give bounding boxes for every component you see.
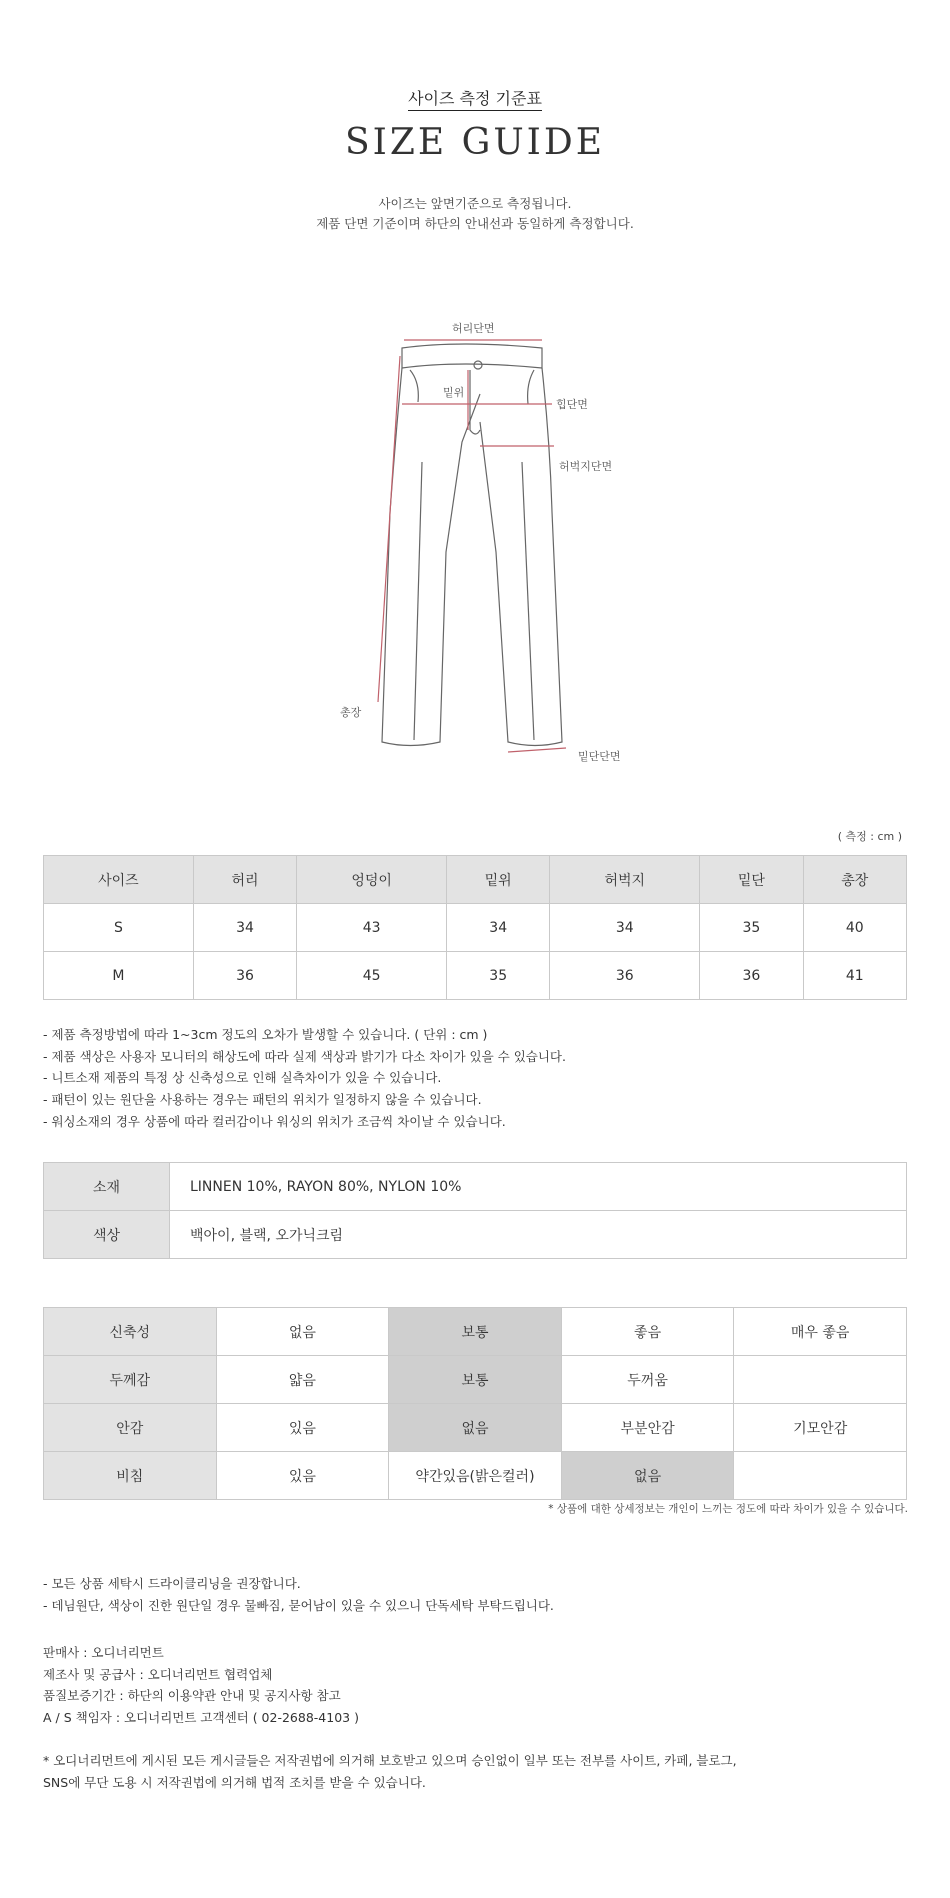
copyright-notice [43,1750,737,1793]
property-option: 좋음 [561,1308,734,1356]
property-option: 부분안감 [561,1404,734,1452]
property-option-selected: 없음 [389,1404,562,1452]
column-header: 밑단 [700,856,803,904]
table-row [44,1211,907,1259]
care-notes [43,1573,554,1616]
property-option: 약간있음(밝은컬러) [389,1452,562,1500]
table-cell: 41 [803,952,906,1000]
table-cell: 36 [550,952,700,1000]
property-row [44,1308,907,1356]
property-footnote: * 상품에 대한 상세정보는 개인이 느끼는 정도에 따라 차이가 있을 수 있습니다. [548,1503,908,1515]
table-cell: 35 [700,904,803,952]
table-cell: 45 [297,952,447,1000]
material-value: LINNEN 10%, RAYON 80%, NYLON 10% [170,1163,907,1211]
note-line: - 워싱소재의 경우 상품에 따라 컬러감이나 워싱의 위치가 조금씩 차이날 수 있습니다. [43,1113,506,1129]
table-cell: M [44,952,194,1000]
seller-info [43,1642,359,1729]
info-line: 제조사 및 공급사 : 오디너리먼트 협력업체 [43,1666,273,1682]
copyright-line: SNS에 무단 도용 시 저작권법에 의거해 법적 조치를 받을 수 있습니다. [43,1774,426,1790]
property-row [44,1452,907,1500]
note-line: - 패턴이 있는 원단을 사용하는 경우는 패턴의 위치가 일정하지 않을 수 있습니다. [43,1092,482,1108]
unit-label: ( 측정 : cm ) [837,830,902,843]
intro-text [0,194,950,234]
property-option: 얇음 [216,1356,389,1404]
column-header: 허리 [193,856,296,904]
property-name: 비침 [44,1452,217,1500]
pants-measurement-diagram [330,312,630,772]
label-hem: 밑단단면 [578,750,621,763]
label-rise: 밑위 [443,386,465,399]
size-table [43,855,907,1000]
note-line: - 제품 측정방법에 따라 1~3cm 정도의 오차가 발생할 수 있습니다. ( 단위 : cm ) [43,1027,488,1042]
property-option-selected: 없음 [561,1452,734,1500]
title-korean: 사이즈 측정 기준표 [0,86,950,109]
table-cell: S [44,904,194,952]
table-cell: 35 [447,952,550,1000]
label-thigh: 허벅지단면 [559,460,613,473]
title-english: SIZE GUIDE [344,122,606,163]
property-option: 있음 [216,1404,389,1452]
property-option: 있음 [216,1452,389,1500]
column-header: 총장 [803,856,906,904]
table-cell: 34 [447,904,550,952]
info-line: 품질보증기간 : 하단의 이용약관 안내 및 공지사항 참고 [43,1688,341,1704]
property-row [44,1356,907,1404]
table-cell: 34 [193,904,296,952]
copyright-line: * 오디너리먼트에 게시된 모든 게시글들은 저작권법에 의거해 보호받고 있으며 승인없이 일부 또는 전부를 사이트, 카페, 블로그, [43,1753,737,1768]
property-option-selected: 보통 [389,1308,562,1356]
property-option: 없음 [216,1308,389,1356]
table-cell: 40 [803,904,906,952]
property-option-selected: 보통 [389,1356,562,1404]
column-header: 밑위 [447,856,550,904]
note-line: - 모든 상품 세탁시 드라이클리닝을 권장합니다. [43,1576,301,1591]
property-table [43,1307,907,1500]
property-name: 신축성 [44,1308,217,1356]
intro-line: 사이즈는 앞면기준으로 측정됩니다. [378,196,572,211]
table-row [44,952,907,1000]
color-label: 색상 [44,1211,170,1259]
column-header: 허벅지 [550,856,700,904]
table-cell: 36 [193,952,296,1000]
column-header: 사이즈 [44,856,194,904]
material-table [43,1162,907,1259]
table-cell: 36 [700,952,803,1000]
property-name: 두께감 [44,1356,217,1404]
label-waist: 허리단면 [452,322,495,335]
info-line: 판매사 : 오디너리먼트 [43,1645,164,1660]
size-table-header [44,856,907,904]
property-option [734,1356,907,1404]
property-option: 기모안감 [734,1404,907,1452]
note-line: - 데님원단, 색상이 진한 원단일 경우 물빠짐, 묻어남이 있을 수 있으니 단독세탁 부탁드립니다. [43,1597,554,1613]
label-hip: 힙단면 [556,398,588,411]
size-notes [43,1024,566,1133]
property-option: 매우 좋음 [734,1308,907,1356]
column-header: 엉덩이 [297,856,447,904]
table-cell: 43 [297,904,447,952]
note-line: - 니트소재 제품의 특정 상 신축성으로 인해 실측차이가 있을 수 있습니다. [43,1070,442,1086]
property-name: 안감 [44,1404,217,1452]
property-row [44,1404,907,1452]
table-row [44,1163,907,1211]
intro-line: 제품 단면 기준이며 하단의 안내선과 동일하게 측정합니다. [316,216,634,231]
table-cell: 34 [550,904,700,952]
note-line: - 제품 색상은 사용자 모니터의 해상도에 따라 실제 색상과 밝기가 다소 차이가 있을 수 있습니다. [43,1048,566,1064]
property-option [734,1452,907,1500]
color-value: 백아이, 블랙, 오가닉크림 [170,1211,907,1259]
label-length: 총장 [340,706,362,719]
property-option: 두꺼움 [561,1356,734,1404]
measure-lines [378,340,566,752]
material-label: 소재 [44,1163,170,1211]
table-row [44,904,907,952]
info-line: A / S 책임자 : 오디너리먼트 고객센터 ( 02-2688-4103 ) [43,1710,359,1726]
